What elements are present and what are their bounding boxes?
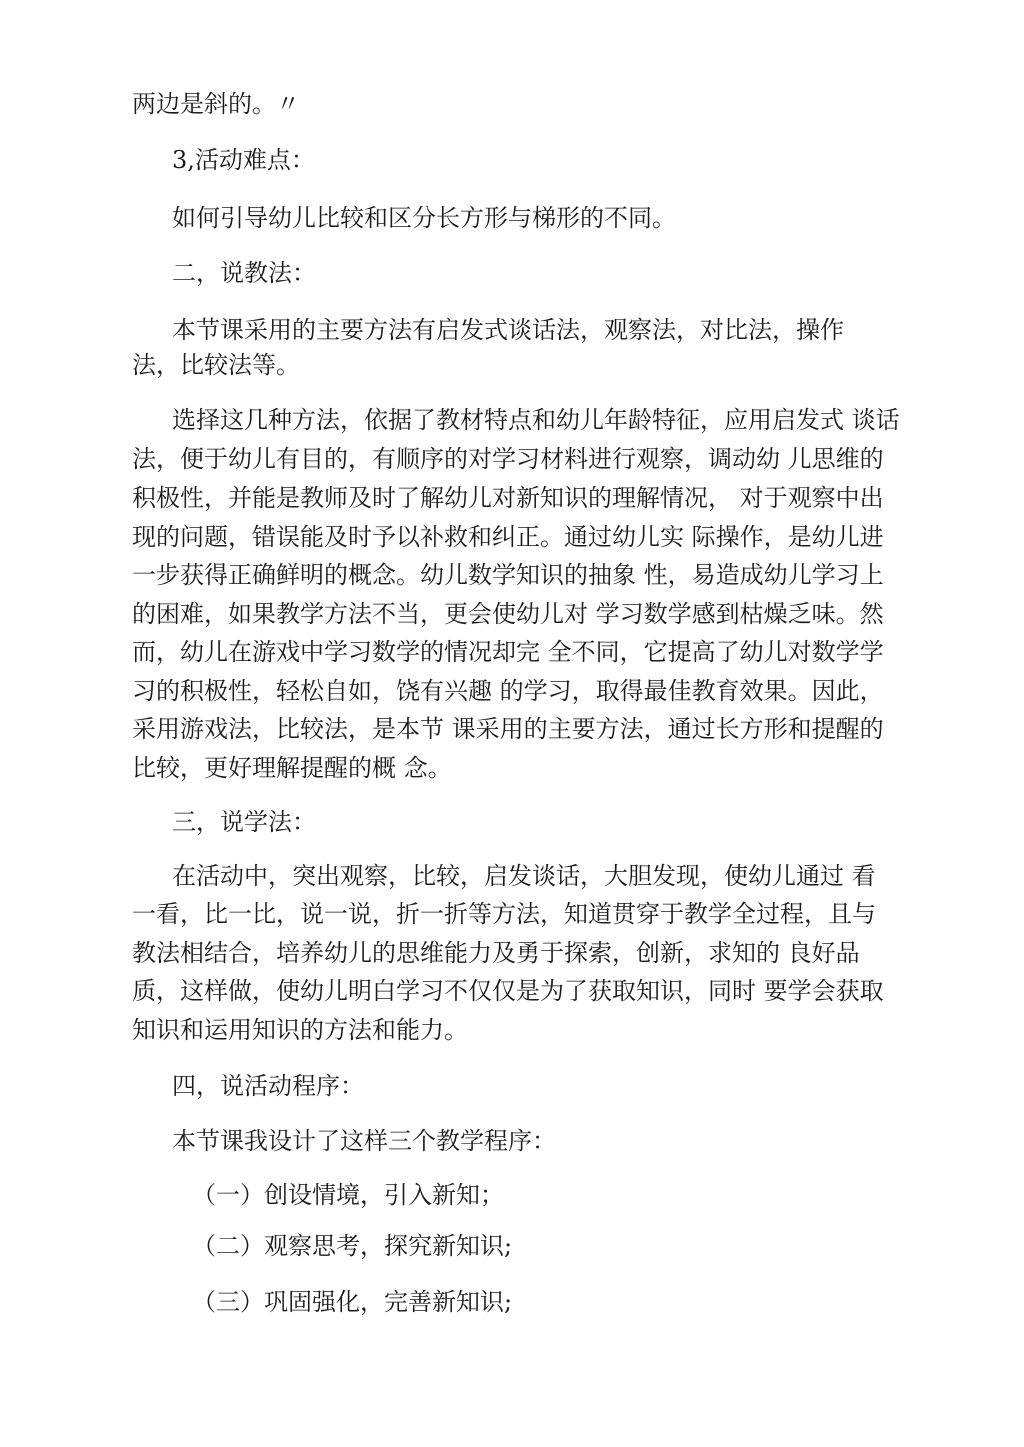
paragraph-line: 两边是斜的。〃 [132, 90, 300, 118]
paragraph-line: 本节课我设计了这样三个教学程序： [172, 1127, 556, 1155]
paragraph-line: 如何引导幼儿比较和区分长方形与梯形的不同。 [172, 204, 676, 232]
paragraph-line: 法，比较法等。 [132, 351, 300, 379]
paragraph-line: 法，便于幼儿有目的，有顺序的对学习材料进行观察，调动幼 儿思维的 [132, 445, 884, 473]
section-heading: 四，说活动程序： [172, 1072, 364, 1100]
section-heading: 3,活动难点： [172, 146, 315, 174]
paragraph-line: 在活动中，突出观察，比较，启发谈话，大胆发现，使幼儿通过 看 [172, 862, 876, 890]
paragraph-line: 本节课采用的主要方法有启发式谈话法，观察法，对比法，操作 [172, 316, 844, 344]
paragraph-line: 现的问题，错误能及时予以补救和纠正。通过幼儿实 际操作，是幼儿进 [132, 523, 884, 551]
paragraph-line: 一看，比一比，说一说，折一折等方法，知道贯穿于教学全过程，且与 [132, 900, 876, 928]
paragraph-line: 选择这几种方法，依据了教材特点和幼儿年龄特征，应用启发式 谈话 [172, 406, 900, 434]
paragraph-line: 一步获得正确鲜明的概念。幼儿数学知识的抽象 性，易造成幼儿学习上 [132, 561, 884, 589]
paragraph-line: 习的积极性，轻松自如，饶有兴趣 的学习，取得最佳教育效果。因此， [132, 677, 884, 705]
paragraph-line: 知识和运用知识的方法和能力。 [132, 1016, 468, 1044]
paragraph-line: 采用游戏法，比较法，是本节 课采用的主要方法，通过长方形和提醒的 [132, 715, 884, 743]
section-heading: 三，说学法： [172, 808, 316, 836]
paragraph-line: 积极性，并能是教师及时了解幼儿对新知识的理解情况， 对于观察中出 [132, 484, 884, 512]
list-item: （三）巩固强化，完善新知识; [192, 1288, 513, 1316]
section-heading: 二，说教法： [172, 259, 316, 287]
list-item: （一）创设情境，引入新知； [192, 1181, 504, 1209]
paragraph-line: 而，幼儿在游戏中学习数学的情况却完 全不同，它提高了幼儿对数学学 [132, 638, 884, 666]
paragraph-line: 比较，更好理解提醒的概 念。 [132, 754, 452, 782]
paragraph-line: 质，这样做，使幼儿明白学习不仅仅是为了获取知识，同时 要学会获取 [132, 977, 884, 1005]
list-item: （二）观察思考，探究新知识; [192, 1232, 513, 1260]
paragraph-line: 的困难，如果教学方法不当，更会使幼儿对 学习数学感到枯燥乏味。然 [132, 600, 884, 628]
paragraph-line: 教法相结合，培养幼儿的思维能力及勇于探索，创新，求知的 良好品 [132, 939, 860, 967]
